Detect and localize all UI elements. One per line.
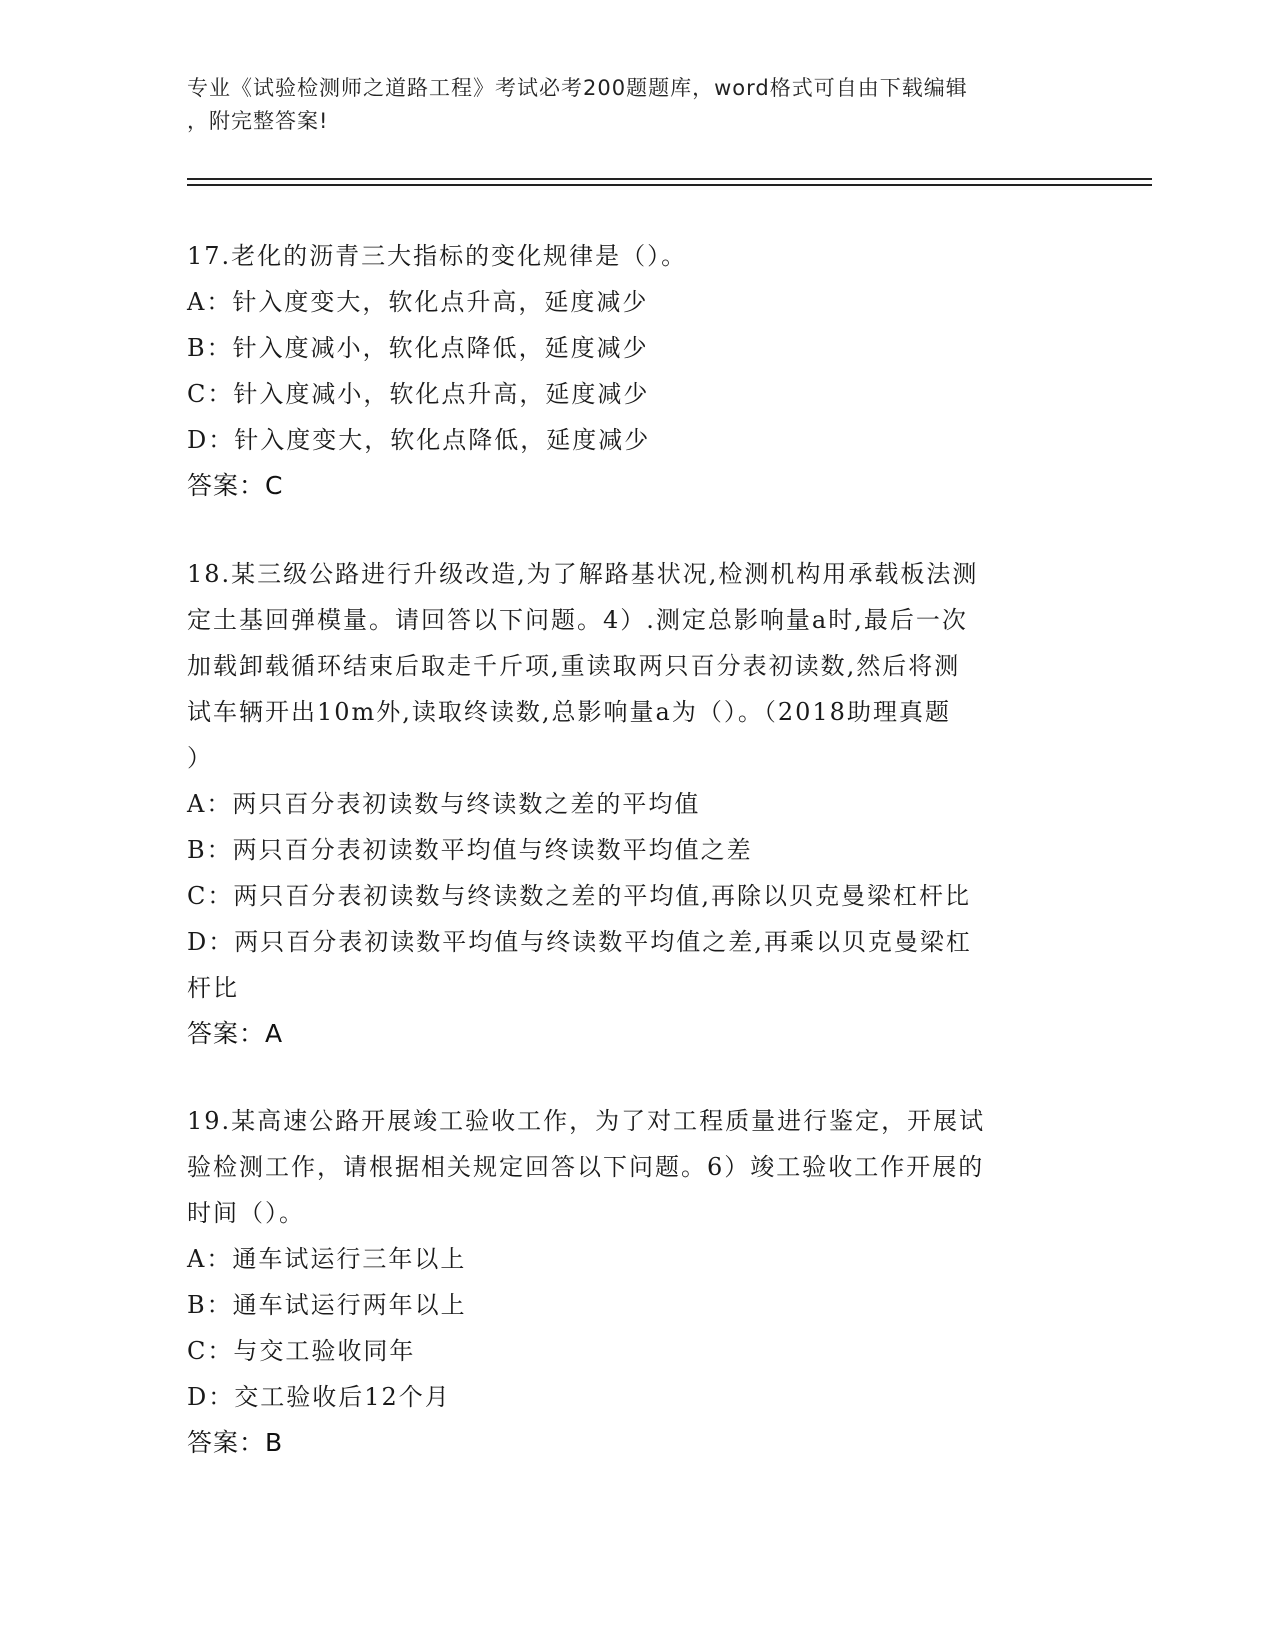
option-a: A：针入度变大，软化点升高，延度减少 — [187, 288, 649, 316]
option-b: B：两只百分表初读数平均值与终读数平均值之差 — [187, 836, 753, 864]
question-stem-line: 17.老化的沥青三大指标的变化规律是（）。 — [187, 242, 688, 270]
option-b: B：通车试运行两年以上 — [187, 1291, 467, 1319]
question-stem-line: 19.某高速公路开展竣工验收工作，为了对工程质量进行鉴定，开展试 — [187, 1107, 986, 1135]
option-c: C：两只百分表初读数与终读数之差的平均值,再除以贝克曼梁杠杆比 — [187, 882, 971, 910]
question-stem-line: ） — [187, 744, 213, 772]
question-stem-line: 验检测工作，请根据相关规定回答以下问题。6）竣工验收工作开展的 — [187, 1153, 985, 1181]
option-a: A：两只百分表初读数与终读数之差的平均值 — [187, 790, 701, 818]
document-header — [187, 72, 1067, 138]
header-divider-top — [187, 178, 1152, 180]
question-stem-line: 18.某三级公路进行升级改造,为了解路基状况,检测机构用承载板法测 — [187, 560, 979, 588]
option-d: D：交工验收后12个月 — [187, 1383, 451, 1411]
answer-label: 答案：B — [187, 1428, 284, 1457]
answer-label: 答案：A — [187, 1019, 284, 1048]
header-line-2: ，附完整答案! — [187, 109, 329, 133]
option-a: A：通车试运行三年以上 — [187, 1245, 467, 1273]
option-d: D：针入度变大，软化点降低，延度减少 — [187, 426, 651, 454]
question-stem-line: 试车辆开出10m外,读取终读数,总影响量a为（）。（2018助理真题 — [187, 698, 951, 726]
header-divider-bottom — [187, 184, 1152, 186]
header-line-1: 专业《试验检测师之道路工程》考试必考200题题库，word格式可自由下载编辑 — [187, 76, 968, 100]
question-stem-line: 定土基回弹模量。请回答以下问题。4）.测定总影响量a时,最后一次 — [187, 606, 968, 634]
option-c: C：与交工验收同年 — [187, 1337, 416, 1365]
question-18 — [187, 551, 1067, 1057]
option-b: B：针入度减小，软化点降低，延度减少 — [187, 334, 649, 362]
question-stem-line: 时间（）。 — [187, 1199, 305, 1227]
question-stem-line: 加载卸载循环结束后取走千斤项,重读取两只百分表初读数,然后将测 — [187, 652, 961, 680]
option-c: C：针入度减小，软化点升高，延度减少 — [187, 380, 650, 408]
question-17 — [187, 233, 1067, 509]
question-19 — [187, 1098, 1067, 1466]
answer-label: 答案：C — [187, 471, 284, 500]
option-d: D：两只百分表初读数平均值与终读数平均值之差,再乘以贝克曼梁杠 — [187, 928, 972, 956]
option-d-continued: 杆比 — [187, 974, 239, 1002]
